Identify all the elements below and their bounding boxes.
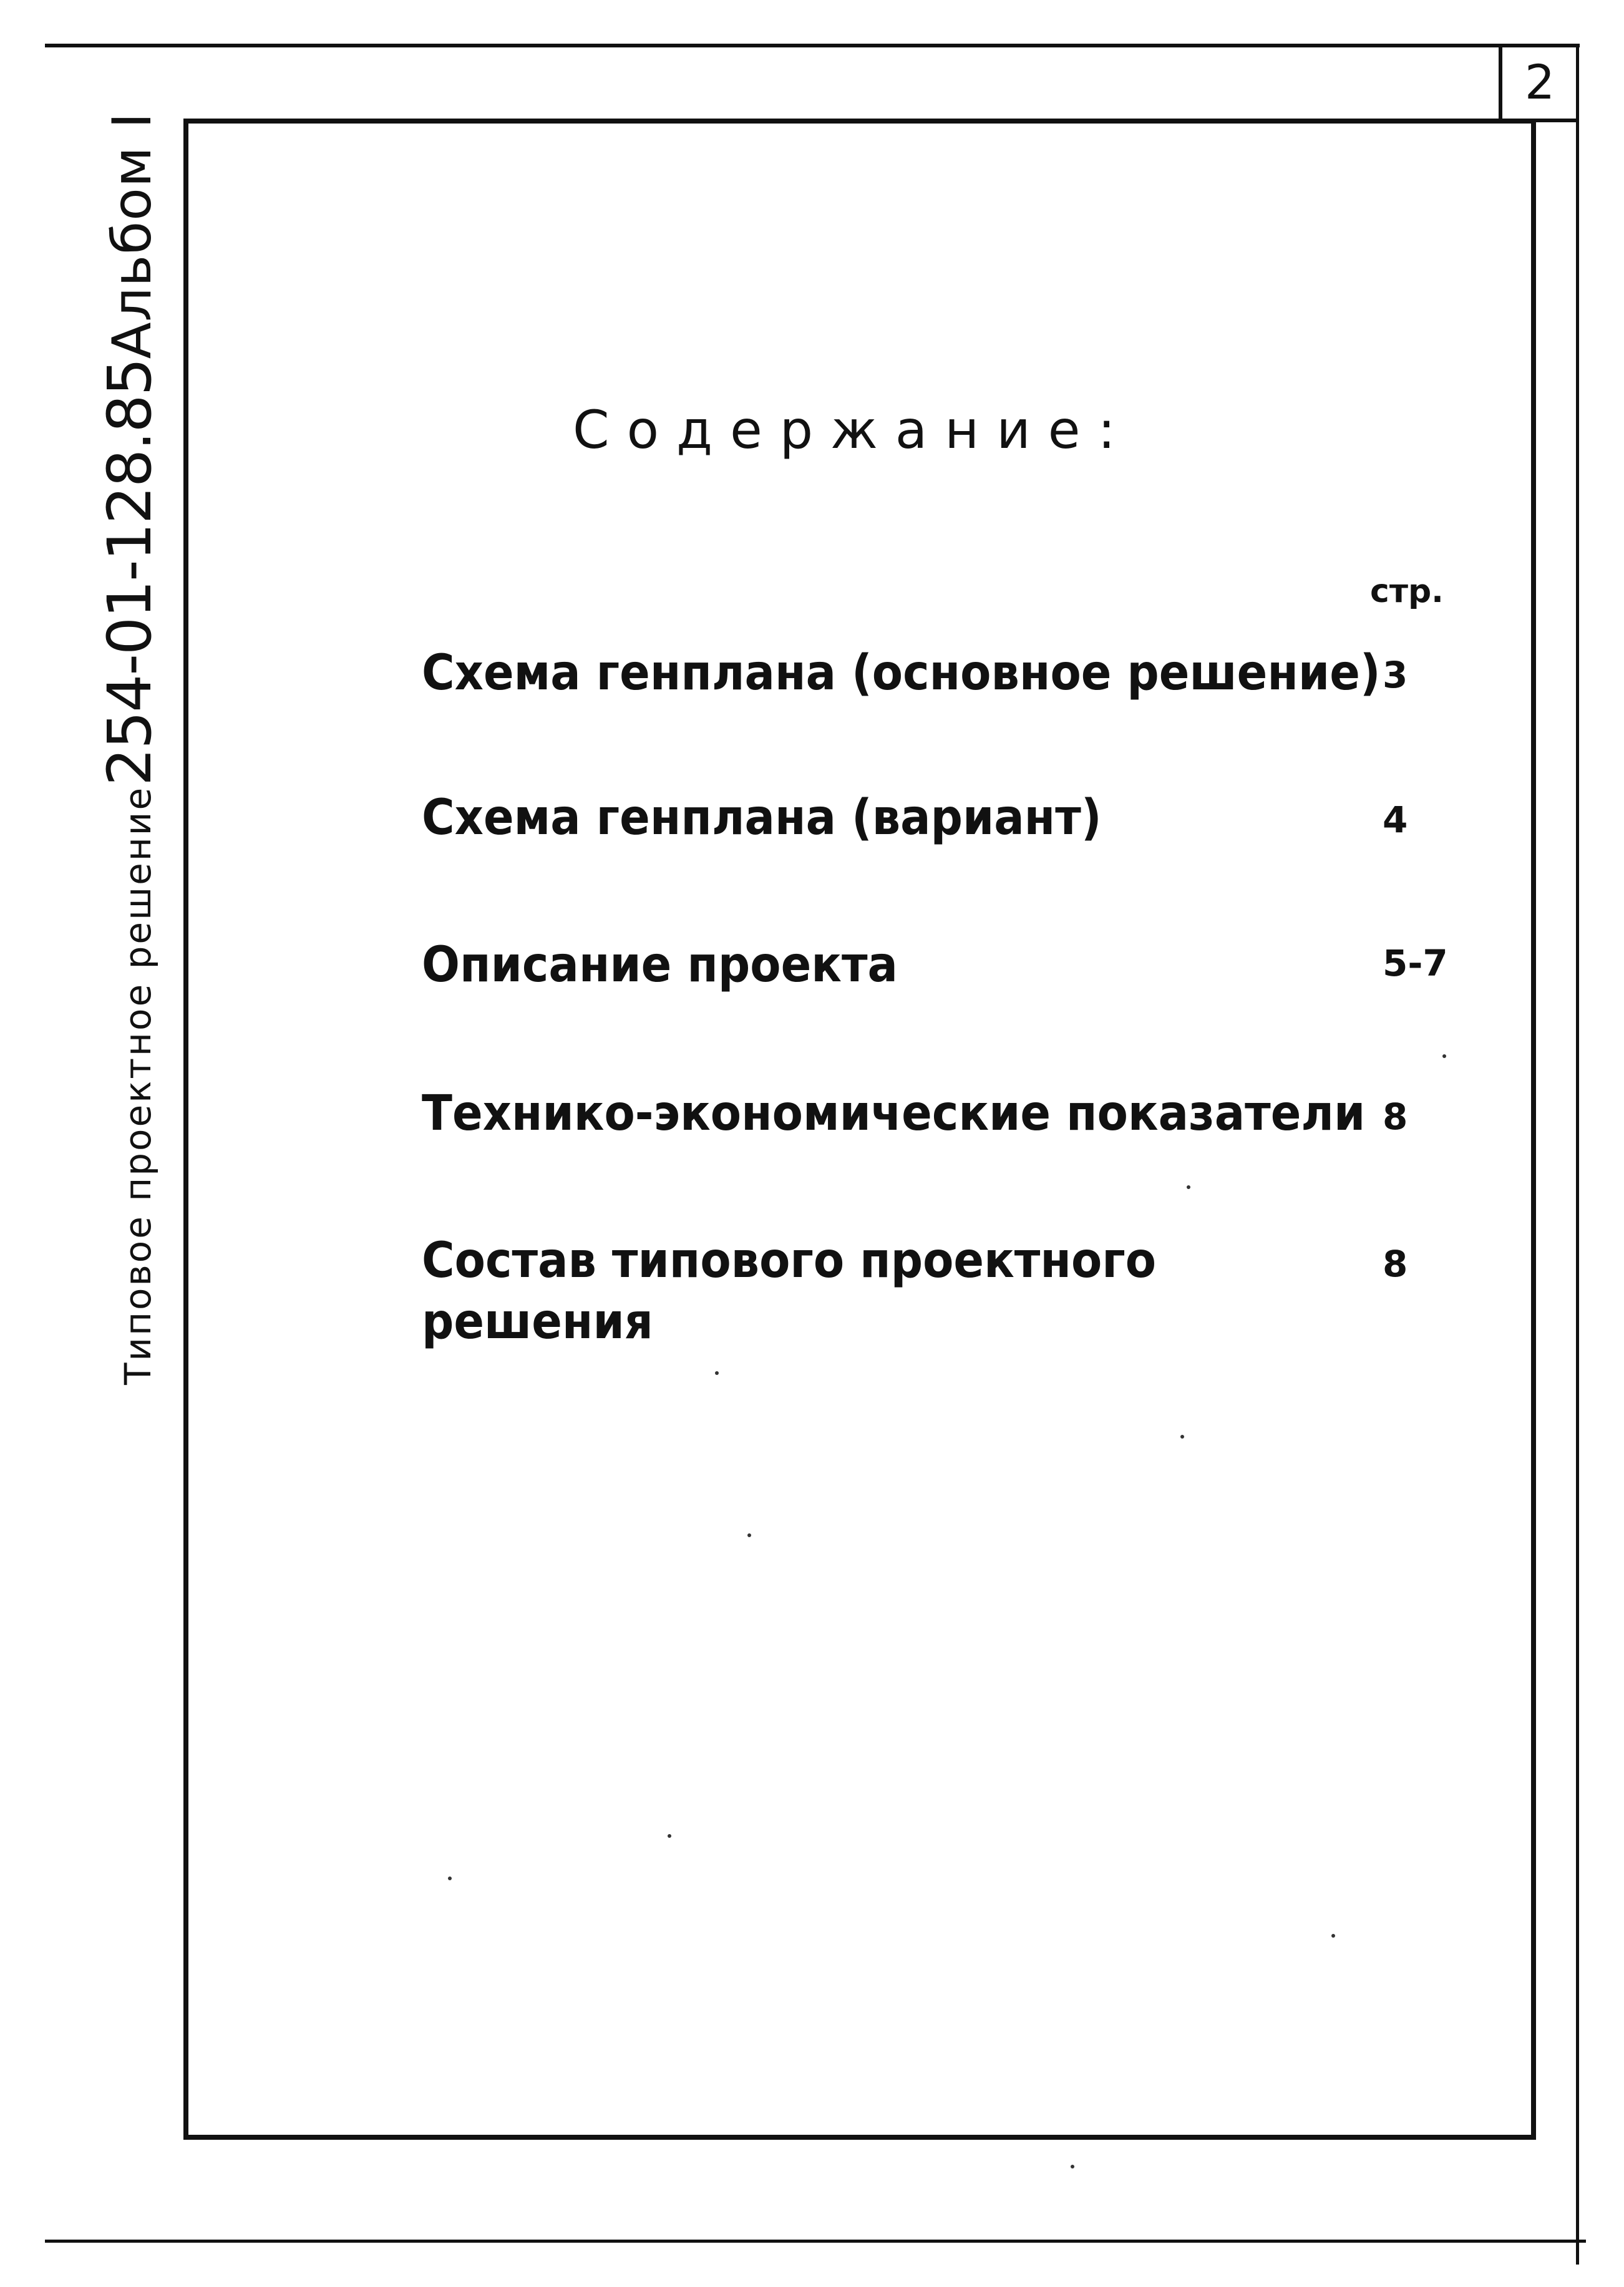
- toc-item-label: Технико-экономические показатели: [422, 1085, 1366, 1142]
- scan-speck: [1071, 2165, 1074, 2168]
- toc-item-label: Состав типового проектного: [422, 1233, 1157, 1289]
- toc-item-page: 4: [1383, 799, 1408, 841]
- bottom-border-line: [45, 2240, 1586, 2243]
- right-border-line: [1576, 44, 1579, 2265]
- page-number-box: [1499, 45, 1577, 122]
- pages-column-header: стр.: [1370, 573, 1444, 610]
- toc-item-label: Описание проекта: [422, 937, 898, 993]
- toc-item-page: 8: [1383, 1243, 1408, 1285]
- side-caption-code: 254-01-128.85: [95, 359, 165, 786]
- side-caption-prefix: Типовое проектное решение: [117, 785, 159, 1385]
- toc-item-page: 8: [1383, 1095, 1408, 1138]
- scan-speck: [1187, 1185, 1190, 1189]
- scan-speck: [747, 1533, 751, 1537]
- scan-speck: [715, 1371, 719, 1375]
- page-title: Содержание:: [573, 399, 1133, 460]
- side-caption-suffix: Альбом I: [101, 112, 163, 359]
- toc-item-label: Схема генплана (основное решение): [422, 645, 1381, 701]
- toc-item-label-continued: решения: [422, 1294, 653, 1350]
- side-caption: [95, 112, 165, 1385]
- toc-item-label: Схема генплана (вариант): [422, 790, 1102, 846]
- scan-speck: [448, 1877, 452, 1880]
- toc-item-page: 5-7: [1383, 942, 1448, 984]
- toc-item-page: 3: [1383, 654, 1408, 696]
- page-number: 2: [1524, 54, 1555, 110]
- scan-speck: [1331, 1934, 1335, 1938]
- scan-speck: [1442, 1054, 1446, 1058]
- top-border-line: [45, 44, 1580, 47]
- scan-speck: [1180, 1435, 1184, 1439]
- scan-speck: [668, 1834, 671, 1838]
